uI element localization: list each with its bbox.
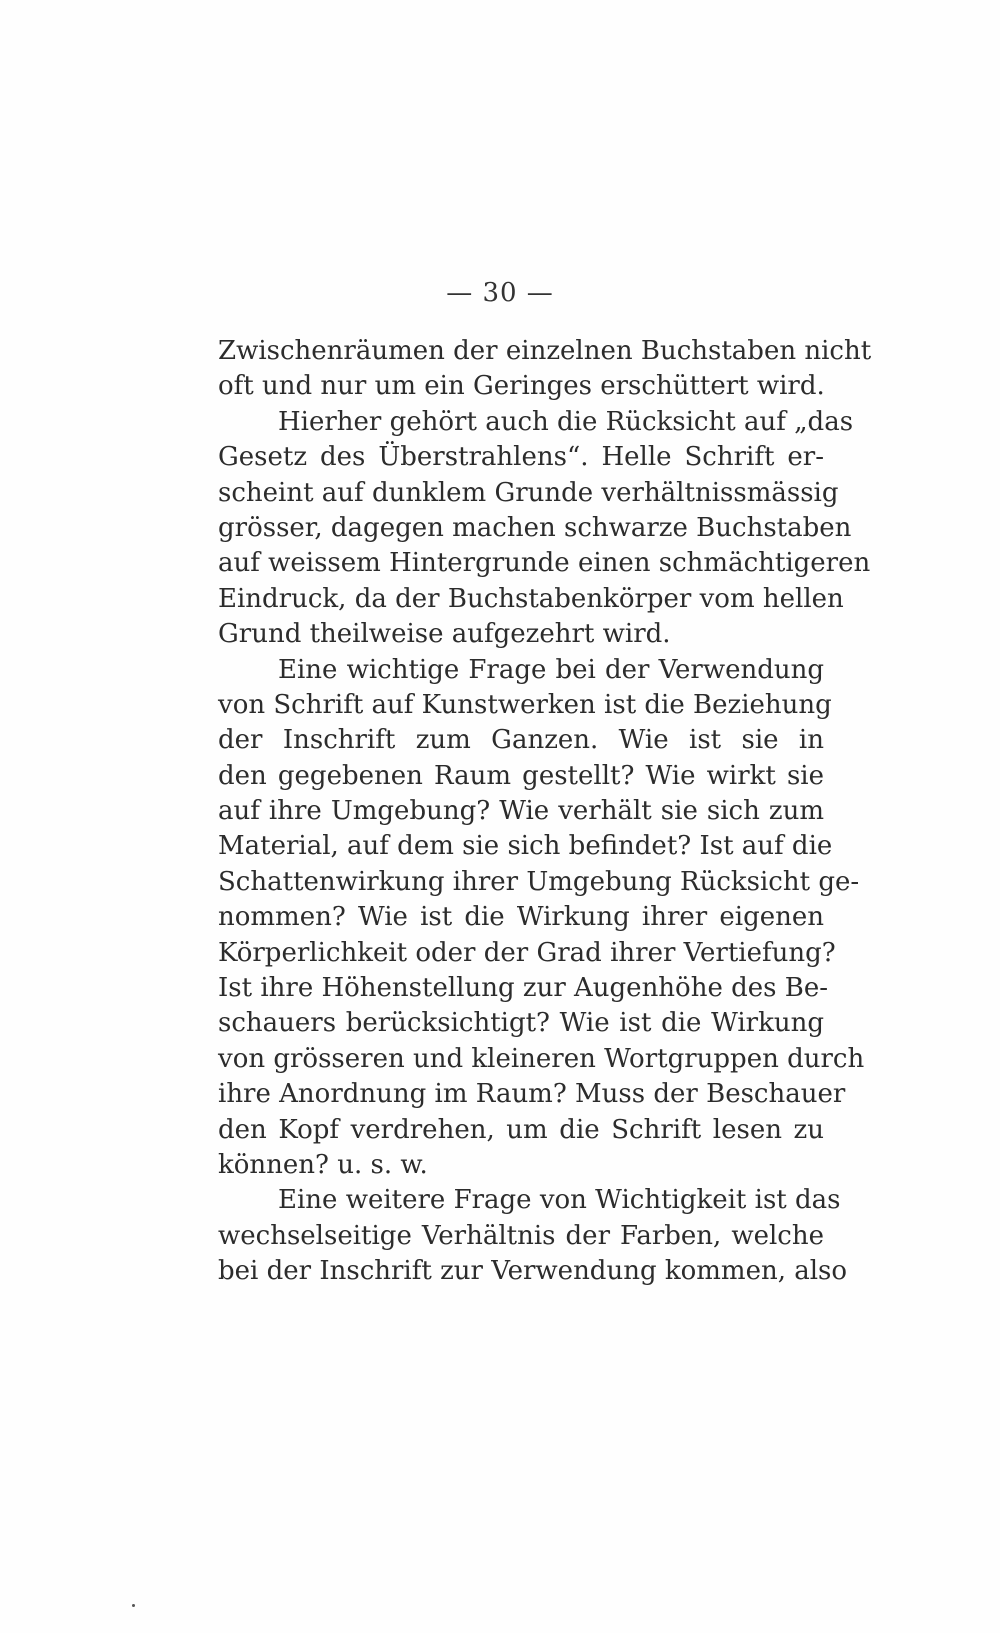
text-line: auf weissem Hintergrunde einen schmächtigeren bbox=[218, 548, 871, 579]
text-line: scheint auf dunklem Grunde verhältnissmässig bbox=[218, 477, 839, 508]
text-line: ihre Anordnung im Raum? Muss der Beschauer bbox=[218, 1079, 846, 1110]
text-line: der Inschrift zum Ganzen. Wie ist sie in bbox=[218, 725, 824, 756]
text-line: von Schrift auf Kunstwerken ist die Beziehung bbox=[218, 689, 832, 720]
text-line: bei der Inschrift zur Verwendung kommen, also bbox=[218, 1256, 848, 1287]
text-line: können? u. s. w. bbox=[218, 1149, 428, 1180]
text-line: Zwischenräumen der einzelnen Buchstaben nicht bbox=[218, 336, 872, 366]
text-line: Eine weitere Frage von Wichtigkeit ist das bbox=[278, 1185, 841, 1216]
text-line: Ist ihre Höhenstellung zur Augenhöhe des Be- bbox=[218, 973, 829, 1004]
body-text bbox=[218, 334, 872, 1290]
text-line: oft und nur um ein Geringes erschüttert wird. bbox=[218, 371, 825, 402]
text-line: Hierher gehört auch die Rücksicht auf „das bbox=[278, 406, 854, 437]
text-line: Schattenwirkung ihrer Umgebung Rücksicht ge- bbox=[218, 866, 860, 897]
text-line: Eindruck, da der Buchstabenkörper vom hellen bbox=[218, 583, 844, 614]
text-line: Material, auf dem sie sich befindet? Ist auf die bbox=[218, 831, 833, 862]
text-line: Körperlichkeit oder der Grad ihrer Vertiefung? bbox=[218, 937, 836, 968]
text-line: nommen? Wie ist die Wirkung ihrer eigenen bbox=[218, 902, 824, 933]
text-line: auf ihre Umgebung? Wie verhält sie sich zum bbox=[218, 796, 824, 827]
text-line: den Kopf verdrehen, um die Schrift lesen zu bbox=[218, 1114, 824, 1145]
paper-speck bbox=[132, 1604, 135, 1607]
text-line: Eine wichtige Frage bei der Verwendung bbox=[278, 654, 824, 685]
text-line: wechselseitige Verhältnis der Farben, welche bbox=[218, 1220, 824, 1251]
text-line: den gegebenen Raum gestellt? Wie wirkt sie bbox=[218, 760, 824, 791]
text-line: Grund theilweise aufgezehrt wird. bbox=[218, 619, 671, 650]
text-line: Gesetz des Überstrahlens“. Helle Schrift er- bbox=[218, 442, 824, 473]
text-line: schauers berücksichtigt? Wie ist die Wirkung bbox=[218, 1008, 824, 1039]
text-line: grösser, dagegen machen schwarze Buchstaben bbox=[218, 512, 852, 543]
page-number: — 30 — bbox=[446, 278, 554, 308]
text-line: von grösseren und kleineren Wortgruppen durch bbox=[218, 1043, 865, 1074]
